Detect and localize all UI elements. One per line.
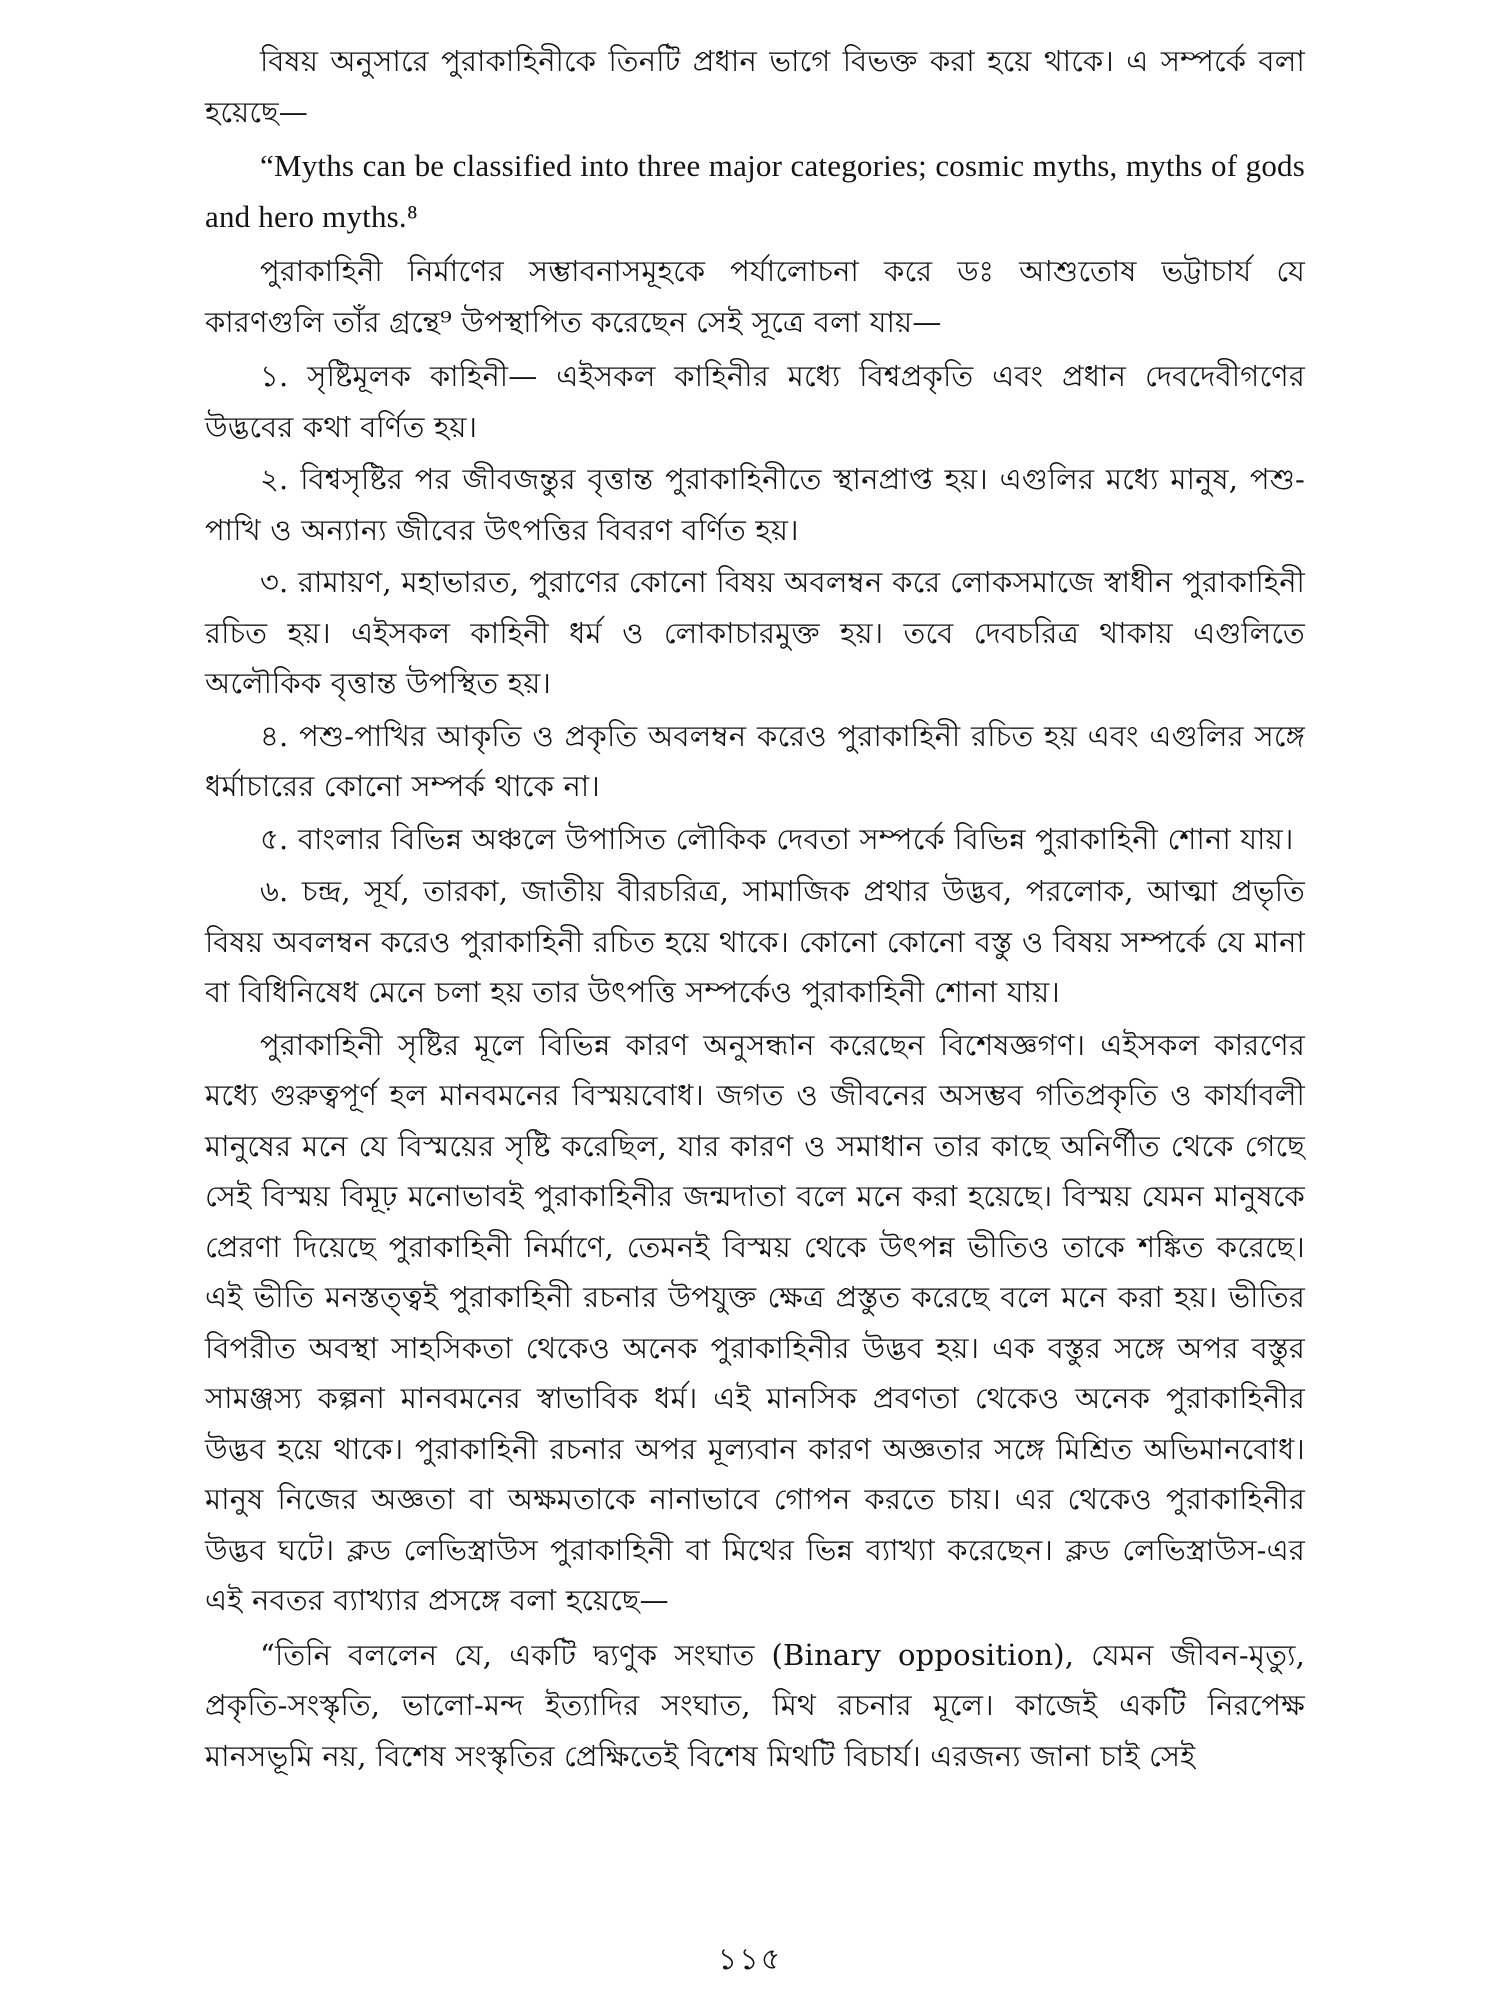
causes-paragraph: পুরাকাহিনী সৃষ্টির মূলে বিভিন্ন কারণ অনুসন্ধান করেছেন বিশেষজ্ঞগণ। এইসকল কারণের মধ্যে গুরুত্বপূর্ণ হল মানবমনের বিস্ময়বোধ। জগত ও জীবনের অসম্ভব গতিপ্রকৃতি ও কার্যাবলী মানুষের মনে যে বিস্ময়ের সৃষ্টি করেছিল, যার কারণ ও সমাধান তার কাছে অনির্ণীত থেকে গেছে সেই বিস্ময় বিমূঢ় মনোভাবই পুরাকাহিনীর জন্মদাতা বলে মনে করা হয়েছে। বিস্ময় যেমন মানুষকে প্রেরণা দিয়েছে পুরাকাহিনী নির্মাণে, তেমনই বিস্ময় থেকে উৎপন্ন ভীতিও তাকে শঙ্কিত করেছে। এই ভীতি মনস্তত্ত্বই পুরাকাহিনী রচনার উপযুক্ত ক্ষেত্র প্রস্তুত করেছে বলে মনে করা হয়। ভীতির বিপরীত অবস্থা সাহসিকতা থেকেও অনেক পুরাকাহিনীর উদ্ভব হয়। এক বস্তুর সঙ্গে অপর বস্তুর সামঞ্জস্য কল্পনা মানবমনের স্বাভাবিক ধর্ম। এই মানসিক প্রবণতা থেকেও অনেক পুরাকাহিনীর উদ্ভব হয়ে থাকে। পুরাকাহিনী রচনার অপর মূল্যবান কারণ অজ্ঞতার সঙ্গে মিশ্রিত অভিমানবোধ। মানুষ নিজের অজ্ঞতা বা অক্ষমতাকে নানাভাবে গোপন করতে চায়। এর থেকেও পুরাকাহিনীর উদ্ভব ঘটে। ক্লড লেভিস্ত্রাউস পুরাকাহিনী বা মিথের ভিন্ন ব্যাখ্যা করেছেন। ক্লড লেভিস্ত্রাউস-এর এই নবতর ব্যাখ্যার প্রসঙ্গে বলা হয়েছে— <box>205 1027 1305 1617</box>
list-item-1: ১. সৃষ্টিমূলক কাহিনী— এইসকল কাহিনীর মধ্যে বিশ্বপ্রকৃতি এবং প্রধান দেবদেবীগণের উদ্ভবের কথা বর্ণিত হয়। <box>205 359 1305 444</box>
book-page-body <box>205 36 1305 1785</box>
list-item-3: ৩. রামায়ণ, মহাভারত, পুরাণের কোনো বিষয় অবলম্বন করে লোকসমাজে স্বাধীন পুরাকাহিনী রচিত হয়। এইসকল কাহিনী ধর্ম ও লোকাচারমুক্ত হয়। তবে দেবচরিত্র থাকায় এগুলিতে অলৌকিক বৃত্তান্ত উপস্থিত হয়। <box>205 565 1305 700</box>
list-item-5: ৫. বাংলার বিভিন্ন অঞ্চলে উপাসিত লৌকিক দেবতা সম্পর্কে বিভিন্ন পুরাকাহিনী শোনা যায়। <box>260 821 1294 856</box>
list-item-6: ৬. চন্দ্র, সূর্য, তারকা, জাতীয় বীরচরিত্র, সামাজিক প্রথার উদ্ভব, পরলোক, আত্মা প্রভৃতি বিষয় অবলম্বন করেও পুরাকাহিনী রচিত হয়ে থাকে। কোনো কোনো বস্তু ও বিষয় সম্পর্কে যে মানা বা বিধিনিষেধ মেনে চলা হয় তার উৎপত্তি সম্পর্কেও পুরাকাহিনী শোনা যায়। <box>205 874 1305 1009</box>
english-quote-paragraph: “Myths can be classified into three major categories; cosmic myths, myths of gods and hero myths.⁸ <box>205 148 1305 234</box>
list-item-2: ২. বিশ্বসৃষ্টির পর জীবজন্তুর বৃত্তান্ত পুরাকাহিনীতে স্থানপ্রাপ্ত হয়। এগুলির মধ্যে মানুষ, পশু-পাখি ও অন্যান্য জীবের উৎপত্তির বিবরণ বর্ণিত হয়। <box>205 462 1305 547</box>
page-number: ১১৫ <box>717 1942 783 1977</box>
reasons-intro-paragraph: পুরাকাহিনী নির্মাণের সম্ভাবনাসমূহকে পর্যালোচনা করে ডঃ আশুতোষ ভট্টাচার্য যে কারণগুলি তাঁর গ্রন্থে⁹ উপস্থাপিত করেছেন সেই সূত্রে বলা যায়— <box>205 254 1305 339</box>
levi-strauss-quote-paragraph: “তিনি বললেন যে, একটি দ্ব্যণুক সংঘাত (Binary opposition), যেমন জীবন-মৃত্যু, প্রকৃতি-সংস্কৃতি, ভালো-মন্দ ইত্যাদির সংঘাত, মিথ রচনার মূলে। কাজেই একটি নিরপেক্ষ মানসভূমি নয়, বিশেষ সংস্কৃতির প্রেক্ষিতেই বিশেষ মিথটি বিচার্য। এরজন্য জানা চাই সেই <box>205 1637 1305 1773</box>
intro-paragraph: বিষয় অনুসারে পুরাকাহিনীকে তিনটি প্রধান ভাগে বিভক্ত করা হয়ে থাকে। এ সম্পর্কে বলা হয়েছে— <box>205 44 1305 129</box>
list-item-4: ৪. পশু-পাখির আকৃতি ও প্রকৃতি অবলম্বন করেও পুরাকাহিনী রচিত হয় এবং এগুলির সঙ্গে ধর্মাচারের কোনো সম্পর্ক থাকে না। <box>205 718 1305 803</box>
